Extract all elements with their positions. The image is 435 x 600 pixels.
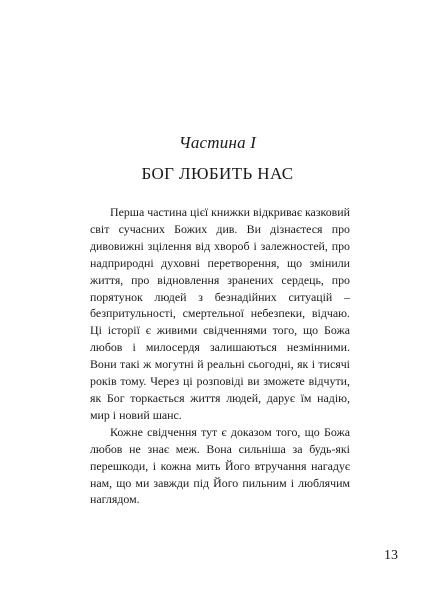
page-number: 13	[384, 548, 398, 563]
body-text	[90, 204, 350, 508]
paragraph-2: Кожне свідчення тут є доказом того, що Божа любов не знає меж. Вона сильніша за будь-які перешкоди, і кожна мить Його втручання нагадує нам, що ми завжди під Його пильним і люблячим наглядом.	[90, 424, 350, 507]
paragraph-1: Перша частина цієї книжки відкриває казковий світ сучасних Божих див. Ви дізнаєтеся про дивовижні зцілення від хвороб і залежностей, про надприродні духовні перетворення, що змінили життя, про відновлення зранених сердець, про порятунок людей з безнадійних ситуацій – безпритульності, смертельної небезпеки, відчаю. Ці історії є живими свідченнями того, що Божа любов і милосердя залишаються незмінними. Вони такі ж могутні й реальні сьогодні, як і тисячі років тому. Через ці розповіді ви зможете відчути, як Бог торкається життя людей, дарує їм надію, мир і новий шанс.	[90, 205, 350, 422]
chapter-title: БОГ ЛЮБИТЬ НАС	[141, 164, 294, 183]
part-label: Частина І	[178, 133, 257, 152]
